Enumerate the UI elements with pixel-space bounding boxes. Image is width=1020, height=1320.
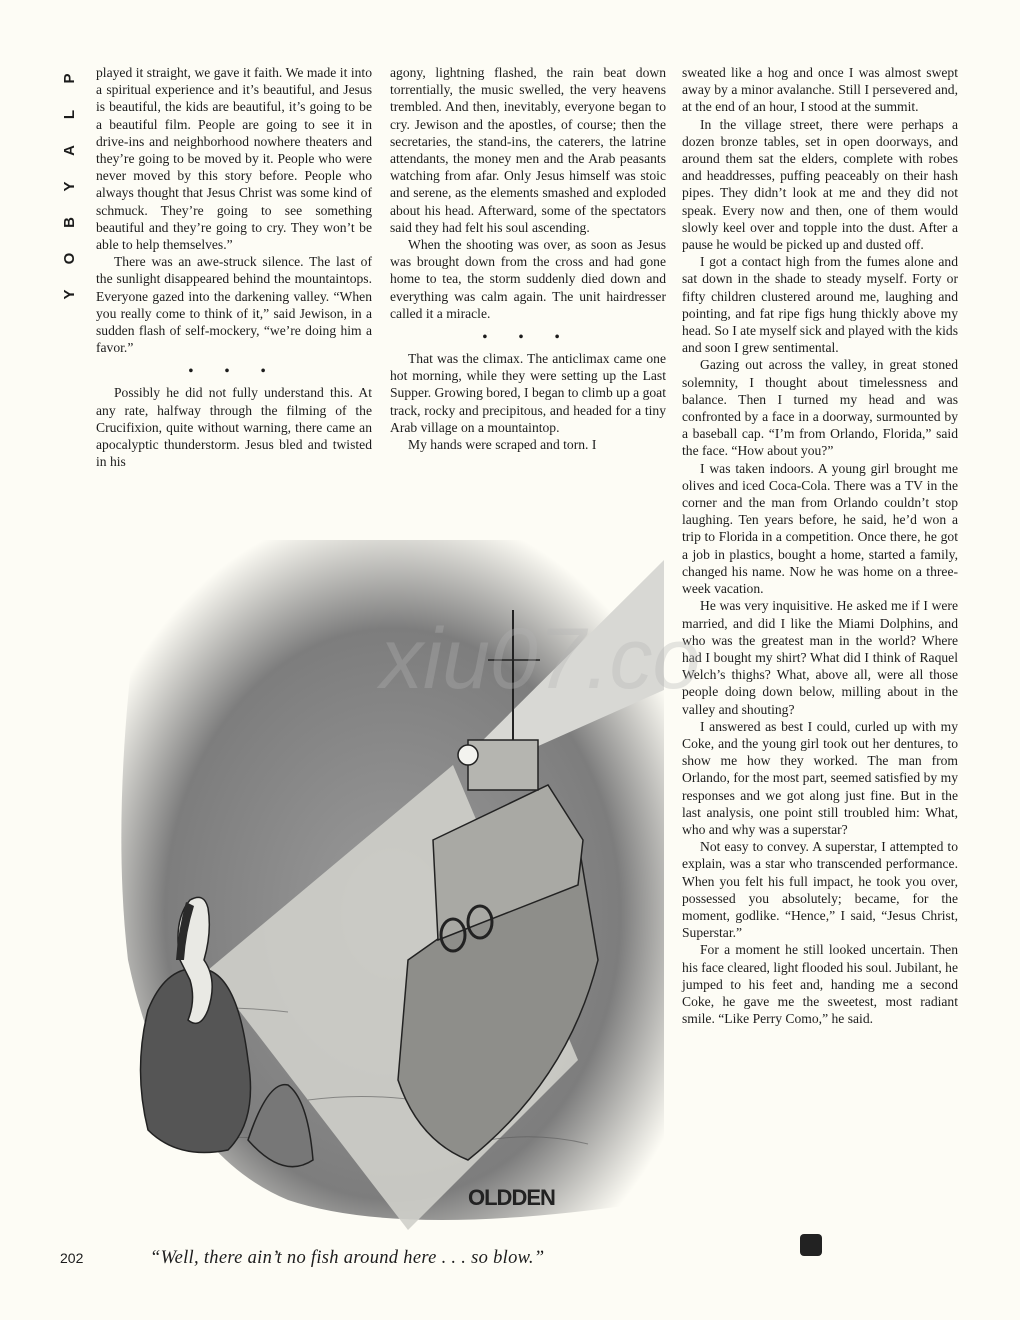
paragraph: I answered as best I could, curled up with my Coke, and the young girl took out her dentures, to show me how they worked. The man from Orlando, for the most part, seemed satisfied by my responses and we got along just fine. But in the last analysis, one point still troubled him: What, who and why was a superstar? xyxy=(682,718,958,837)
paragraph: I was taken indoors. A young girl brought me olives and iced Coca-Cola. There was a TV in the corner and the man from Orlando couldn’t stop laughing. Ten years before, he said, he’d won a trip to Florida in a competition. Once there, he got a job in plastics, bought a home, started a family, changed his name. Now he was home on a three-week vacation. xyxy=(682,460,958,597)
boat-wheelhouse xyxy=(468,740,538,790)
masthead-vertical xyxy=(52,60,88,300)
masthead-letter: P xyxy=(61,72,78,84)
paragraph: My hands were scraped and torn. I xyxy=(408,437,597,453)
masthead-letter: Y xyxy=(61,180,78,192)
cartoon-caption: “Well, there ain’t no fish around here . . . so blow.” xyxy=(150,1248,545,1268)
searchlight-lamp xyxy=(458,745,478,765)
paragraph: That was the climax. The anticlimax came one hot morning, while they were setting up the Last Supper. Growing bored, I began to climb up a goat track, rocky and precipitous, and headed for a tiny Arab village on a mountaintop. xyxy=(390,351,666,435)
section-divider: • • • xyxy=(482,329,574,345)
paragraph: When the shooting was over, as soon as Jesus was brought down from the cross and had gone home to tea, the storm suddenly died down and everything was calm again. The unit hairdresser called it a miracle. xyxy=(390,237,666,321)
artist-signature: OLDDEN xyxy=(468,1185,555,1210)
cartoon-illustration xyxy=(108,540,664,1230)
masthead-letter: L xyxy=(61,108,78,120)
paragraph: For a moment he still looked uncertain. Then his face cleared, light flooded his soul. Jubilant, he jumped to his feet and, handing me a second Coke, he gave me the sweetest, most radiant smile. “Like Perry Como,” he said. xyxy=(682,942,958,1027)
paragraph: He was very inquisitive. He asked me if I were married, and did I like the Miami Dolphins, and who was the greatest man in the world? Where had I bought my shirt? What did I think of Raquel Welch’s thighs? What, above all, were all those people doing down below, milling about in the valley and shouting? xyxy=(682,598,958,717)
watermark: xiu07.co xyxy=(380,611,701,707)
masthead-letter: A xyxy=(61,144,78,156)
masthead-letter: Y xyxy=(61,288,78,300)
article-column-3 xyxy=(682,64,958,1027)
paragraph: There was an awe-struck silence. The last of the sunlight disappeared behind the mountaintops. Everyone gazed into the darkening valley. “When you really come to think of it,” said Jewison, in a sudden flash of self-mockery, “we’re doing him a favor.” xyxy=(96,254,372,356)
paragraph: In the village street, there were perhaps a dozen bronze tables, set in open doorways, and around them sat the elders, complete with robes and headdresses, puffing peaceably on their hash pipes. They didn’t look at me and they did not speak. Every now and then, one of them would slowly keel over and topple into the dust. After a pause he would be picked up and dusted off. xyxy=(682,116,958,253)
paragraph: Gazing out across the valley, in great stoned solemnity, I thought about timelessness and balance. Then I turned my head and was confronted by a face in a doorway, surmounted by a baseball cap. “I’m from Orlando, Florida,” said the face. “How about you?” xyxy=(682,357,958,459)
bunny-logo-icon xyxy=(800,1234,822,1256)
paragraph: Possibly he did not fully understand this. At any rate, halfway through the filming of the Crucifixion, quite without warning, there came an apocalyptic thunderstorm. Jesus bled and twisted in his xyxy=(96,385,372,470)
page-number: 202 xyxy=(60,1250,84,1266)
paragraph: I got a contact high from the fumes alone and sat down in the shade to steady myself. Forty or fifty children clustered around me, laughing and pointing, and fat ripe figs hung thickly above my head. So I ate myself sick and played with the kids and soon I grew sentimental. xyxy=(682,254,958,356)
paragraph: played it straight, we gave it faith. We made it into a spiritual experience and it’s beautiful, and Jesus is beautiful, the kids are beautiful, it’s going to be a beautiful film. People are going to see it in drive-ins and neighborhood nowhere theaters and they’re going to be moved by it. People who were never moved by this story before. People who always thought that Jesus Christ was some kind of schmuck. They’re going to see something beautiful and they’re going to cry. They won’t be able to help themselves.” xyxy=(96,65,372,253)
paragraph: sweated like a hog and once I was almost swept away by a minor avalanche. Still I persevered and, at the end of an hour, I stood at the summit. xyxy=(682,65,958,115)
paragraph: agony, lightning flashed, the rain beat down torrentially, the music swelled, the very heavens trembled. And then, inevitably, everyone began to cry. Jewison and the apostles, of course; then the secretaries, the stand-ins, the caterers, the latrine attendants, the money men and the Arab peasants watching from afar. Only Jesus himself was stoic and serene, as the elements smashed and exploded about his head. Afterward, some of the spectators said they had felt his soul ascending. xyxy=(390,65,666,235)
masthead-letter: O xyxy=(61,251,78,265)
section-divider: • • • xyxy=(188,363,280,379)
masthead-letter: B xyxy=(61,216,78,228)
article-column-1 xyxy=(96,64,372,470)
paragraph: Not easy to convey. A superstar, I attempted to explain, was a star who transcended performance. When you felt his full impact, he took you over, possessed you absolutely; became, for the moment, godlike. “Hence,” I said, “Jesus Christ, Superstar.” xyxy=(682,839,958,941)
article-column-2 xyxy=(390,64,666,453)
